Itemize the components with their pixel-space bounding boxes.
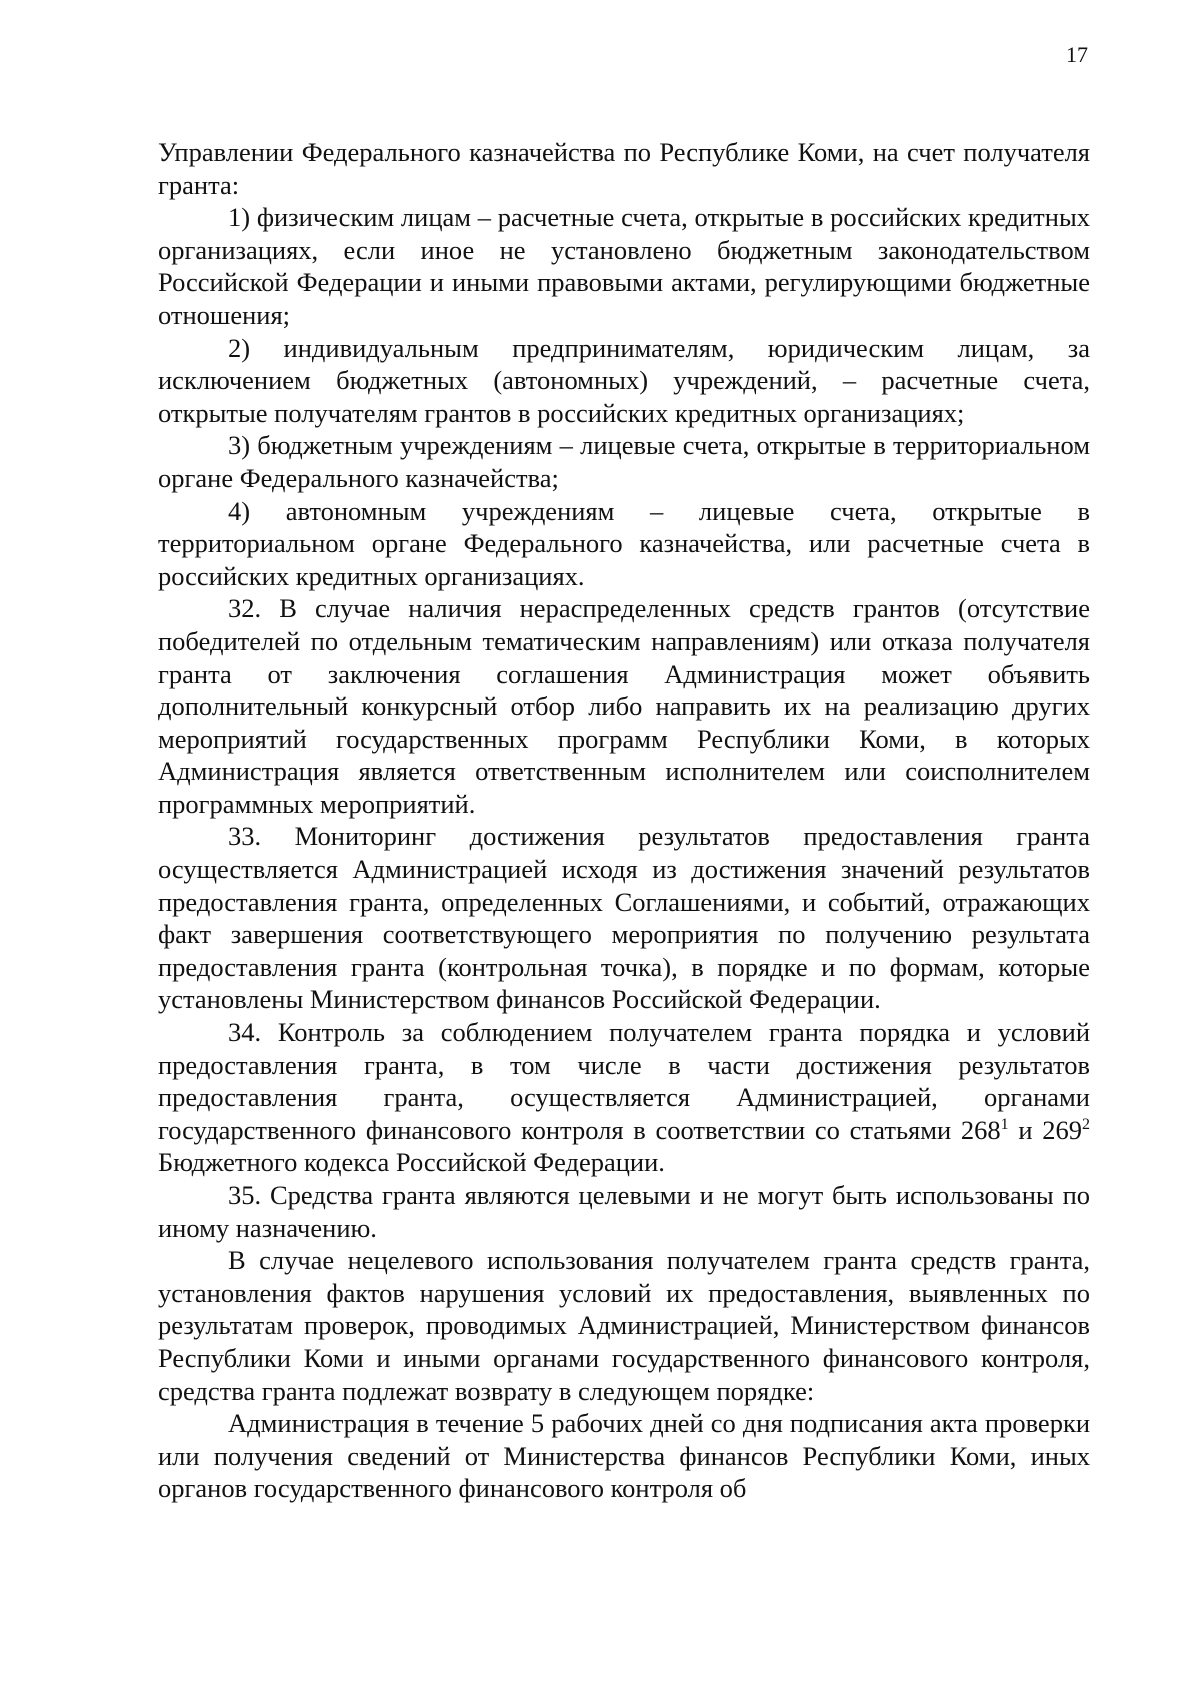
paragraph-33: 33. Мониторинг достижения результатов предоставления гранта осуществляется Администрацией исходя из достижения значений результатов предоставления гранта, определенных Соглашениями, и событий, отражающих факт завершения соответствующего мероприятия по получению результата предоставления гранта (контрольная точка), в порядке и по формам, которые установлены Министерством финансов Российской Федерации. bbox=[158, 821, 1090, 1015]
paragraph-administration: Администрация в течение 5 рабочих дней со дня подписания акта проверки или получения сведений от Министерства финансов Республики Коми, иных органов государственного финансового контроля об bbox=[158, 1408, 1090, 1504]
paragraph-32: 32. В случае наличия нераспределенных средств грантов (отсутствие победителей по отдельным тематическим направлениям) или отказа получателя гранта от заключения соглашения Администрация может объявить дополнительный конкурсный отбор либо направить их на реализацию других мероприятий государственных программ Республики Коми, в которых Администрация является ответственным исполнителем или соисполнителем программных мероприятий. bbox=[158, 593, 1090, 819]
paragraph-34-text-3: Бюджетного кодекса Российской Федерации. bbox=[158, 1147, 665, 1178]
footnote-superscript-2: 2 bbox=[1082, 1115, 1090, 1133]
paragraph-34 bbox=[158, 1016, 1090, 1179]
page-number: 17 bbox=[1066, 42, 1088, 67]
paragraph-34-text-2: и 269 bbox=[1008, 1114, 1082, 1145]
document-body bbox=[158, 136, 1090, 1505]
paragraph-34-text-1: 34. Контроль за соблюдением получателем гранта порядка и условий предоставления гранта, в том числе в части достижения результатов предоставления гранта, осуществляется Администрацией, органами государственного финансового контроля в соответствии со статьями 268 bbox=[158, 1017, 1090, 1145]
paragraph-35: 35. Средства гранта являются целевыми и не могут быть использованы по иному назначению. bbox=[158, 1180, 1090, 1243]
paragraph-misuse: В случае нецелевого использования получателем гранта средств гранта, установления фактов нарушения условий их предоставления, выявленных по результатам проверок, проводимых Администрацией, Министерством финансов Республики Коми и иными органами государственного финансового контроля, средства гранта подлежат возврату в следующем порядке: bbox=[158, 1245, 1090, 1406]
paragraph-item-2: 2) индивидуальным предпринимателям, юридическим лицам, за исключением бюджетных (автономных) учреждений, – расчетные счета, открытые получателям грантов в российских кредитных организациях; bbox=[158, 332, 1090, 428]
footnote-superscript-1: 1 bbox=[1000, 1115, 1009, 1133]
paragraph-item-1: 1) физическим лицам – расчетные счета, открытые в российских кредитных организациях, если иное не установлено бюджетным законодательством Российской Федерации и иными правовыми актами, регулирующими бюджетные отношения; bbox=[158, 202, 1090, 330]
paragraph-intro: Управлении Федерального казначейства по Республике Коми, на счет получателя гранта: bbox=[158, 137, 1090, 200]
paragraph-item-3: 3) бюджетным учреждениям – лицевые счета, открытые в территориальном органе Федерального казначейства; bbox=[158, 430, 1090, 493]
paragraph-item-4: 4) автономным учреждениям – лицевые счета, открытые в территориальном органе Федерального казначейства, или расчетные счета в российских кредитных организациях. bbox=[158, 495, 1090, 591]
